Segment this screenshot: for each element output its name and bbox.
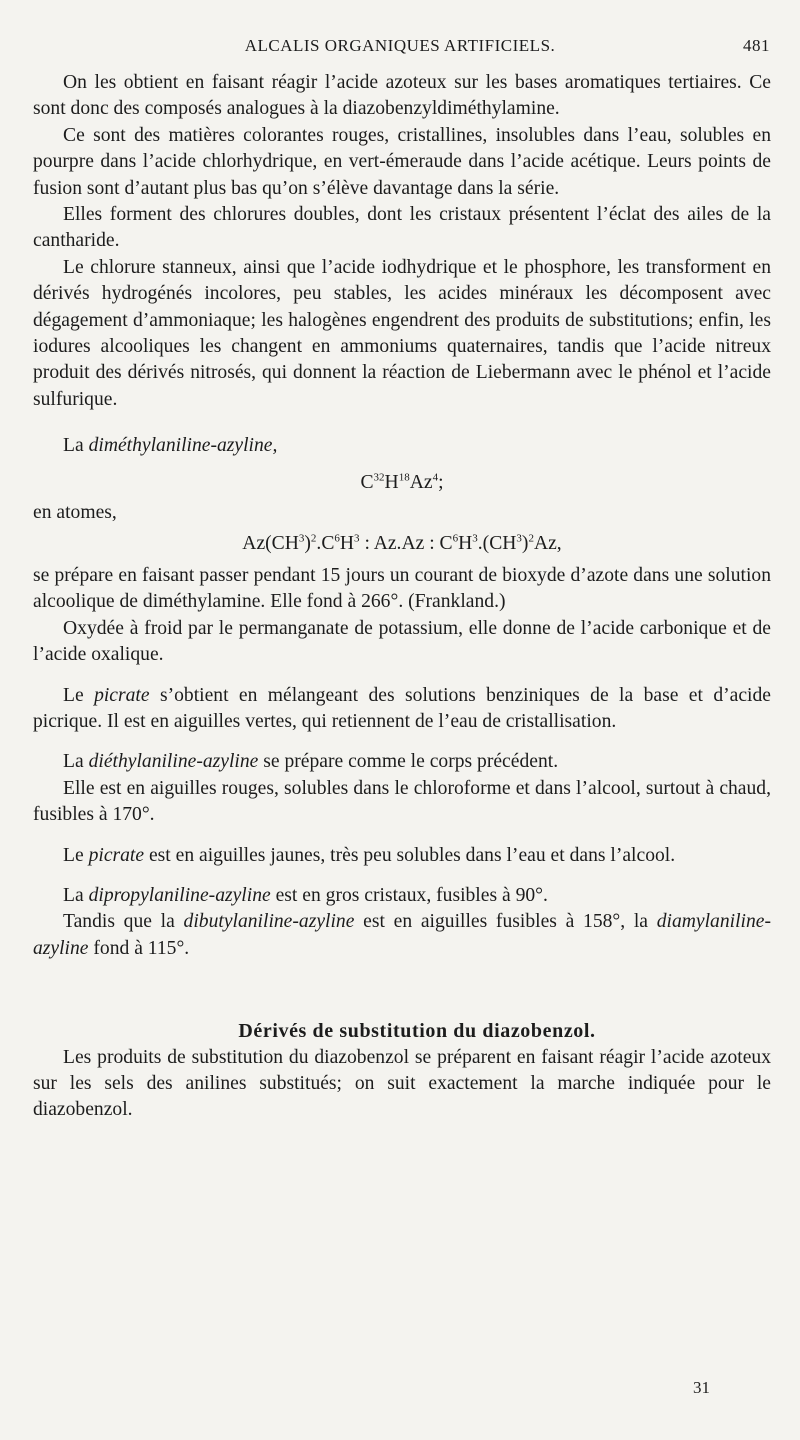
diethyl-picrate-prefix: Le (63, 844, 89, 866)
fa-s6: 3 (472, 531, 478, 544)
dimethyl-compound-name: diméthylaniline-azyline, (88, 435, 278, 457)
paragraph-dimethyl-preparation: se prépare en faisant passer pendant 15 jours un courant de bioxyde d’azote dans une solution alcoolique de diméthylamine. Elle fond à 266°. (Frankland.) (33, 564, 771, 613)
fa-s3: 6 (334, 531, 340, 544)
formula-atomic (33, 531, 771, 557)
dimethyl-picrate-name: picrate (94, 684, 150, 706)
formula-equivalents (33, 470, 771, 496)
dibutyl-prefix: Tandis que la (63, 911, 184, 933)
formula-end: ; (438, 471, 444, 493)
paragraph-chlorure-stanneux: Le chlorure stanneux, ainsi que l’acide iodhydrique et le phosphore, les transforment en dérivés hydrogénés incolores, peu stables, les acides minéraux les décomposent avec dégagement d’ammoniaque; les halogènes engendrent des produits de substitutions; enfin, les iodures alcooliques les changent en ammoniums quaternaires, tandis que l’acide nitreux produit des dérivés nitrosés, qui donnent la réaction de Liebermann avec le phénol et l’acide sulfurique. (33, 256, 771, 410)
fa-7: .(CH (477, 532, 517, 554)
running-title: ALCALIS ORGANIQUES ARTIFICIELS. (244, 36, 556, 55)
section-heading: Dérivés de substitution du diazobenzol. (238, 1020, 596, 1043)
fa-s5: 6 (452, 531, 459, 544)
paragraph-diethyl-description: Elle est en aiguilles rouges, solubles dans le chloroforme et dans l’alcool, surtout à chaud, fusibles à 170°. (33, 777, 771, 826)
fa-9: Az, (533, 532, 562, 554)
formula-h: H (384, 471, 399, 493)
paragraph-dimethyl-intro (33, 433, 771, 459)
formula-c: C (360, 471, 374, 493)
signature-number: 31 (693, 1378, 710, 1397)
formula-az-index: 4 (432, 471, 439, 484)
paragraph-matieres-colorantes: Ce sont des matières colorantes rouges, cristallines, insolubles dans l’eau, solubles en pourpre dans l’acide chlorhydrique, en vert-émeraude dans l’acide acétique. Leurs points de fusion sont d’autant plus bas qu’on s’élève davantage dans la série. (33, 124, 771, 199)
fa-4: H (339, 532, 355, 554)
formula-h-index: 18 (398, 471, 410, 484)
paragraph-diethyl-picrate (33, 843, 771, 869)
diethyl-picrate-text: est en aiguilles jaunes, très peu solubles dans l’eau et dans l’alcool. (144, 844, 676, 866)
paragraph-dimethyl-oxidation: Oxydée à froid par le permanganate de potassium, elle donne de l’acide carbonique et de l’acide oxalique. (33, 617, 771, 666)
dipropyl-text: est en gros cristaux, fusibles à 90°. (270, 884, 548, 906)
paragraph-diethyl-intro (33, 749, 771, 775)
dimethyl-picrate-prefix: Le (63, 684, 95, 706)
page-header (30, 36, 770, 62)
fa-s7: 3 (516, 531, 522, 544)
diamyl-compound-name: diamylaniline-azyline (33, 911, 771, 959)
dibutyl-compound-name: dibutylaniline-azyline (183, 911, 355, 933)
paragraph-dimethyl-picrate (33, 683, 771, 736)
fa-6: H (458, 532, 473, 554)
paragraph-dibutyl (33, 909, 771, 962)
diethyl-picrate-name: picrate (88, 844, 145, 866)
formula-c-index: 32 (373, 471, 385, 484)
paragraph-bases-tertiaires: On les obtient en faisant réagir l’acide azoteux sur les bases aromatiques tertiaires. Ce sont donc des composés analogues à la diazobenzyldiméthylamine. (33, 72, 771, 120)
dibutyl-end: fond à 115°. (88, 937, 190, 959)
dipropyl-prefix: La (63, 884, 89, 906)
diethyl-text: se prépare comme le corps précédent. (258, 751, 559, 773)
dibutyl-mid: est en aiguilles fusibles à 158°, la (354, 911, 657, 933)
diethyl-prefix: La (63, 751, 89, 773)
dipropyl-compound-name: dipropylaniline-azyline (88, 884, 271, 906)
atoms-label: en atomes, (33, 502, 117, 524)
fa-s1: 3 (298, 531, 305, 544)
paragraph-dipropyl (33, 883, 771, 909)
diethyl-compound-name: diéthylaniline-azyline (88, 751, 259, 773)
formula-az: Az (409, 471, 433, 493)
dimethyl-intro-prefix: La (63, 435, 89, 457)
fa-1: Az(CH (242, 532, 299, 554)
paragraph-chlorures-doubles: Elles forment des chlorures doubles, dont les cristaux présentent l’éclat des ailes de la cantharide. (33, 204, 771, 252)
paragraph-section-substitution: Les produits de substitution du diazobenzol se préparent en faisant réagir l’acide azoteux sur les sels des anilines substitués; on suit exactement la marche indiquée pour le diazobenzol. (33, 1046, 771, 1121)
fa-s2: 2 (310, 531, 317, 544)
fa-2: ) (304, 532, 311, 554)
page-body (33, 70, 771, 1124)
page-number: 481 (743, 36, 770, 55)
fa-3: .C (316, 532, 335, 554)
fa-s4: 3 (354, 531, 360, 544)
fa-s8: 2 (528, 531, 534, 544)
fa-5: : Az.Az : C (359, 532, 453, 554)
fa-8: ) (521, 532, 529, 554)
dimethyl-picrate-text: s’obtient en mélangeant des solutions benziniques de la base et d’acide picrique. Il est en aiguilles vertes, qui retiennent de l’eau de cristallisation. (33, 684, 771, 732)
